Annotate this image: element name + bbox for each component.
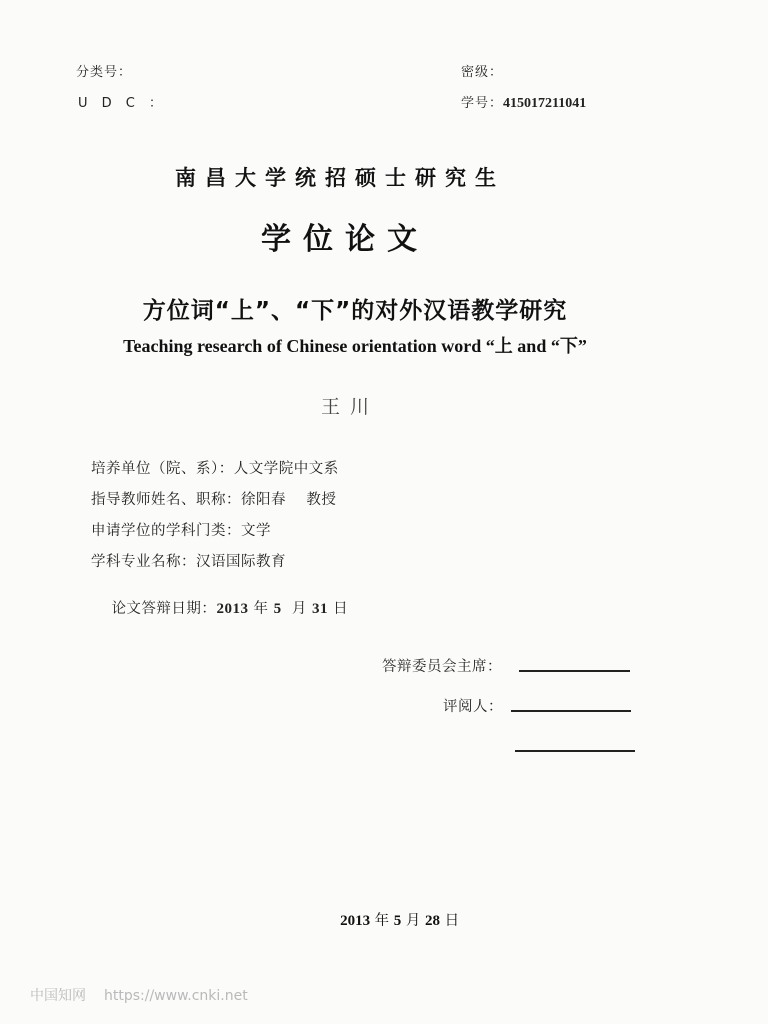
watermark-url: https://www.cnki.net xyxy=(104,988,248,1004)
udc-label: U D C ： xyxy=(78,96,167,111)
reviewer-signature-line-2 xyxy=(515,750,635,752)
defense-day-unit: 日 xyxy=(327,601,349,617)
info-row-category xyxy=(91,519,348,550)
defense-day: 31 xyxy=(311,601,328,617)
defense-month-unit: 月 xyxy=(281,601,312,617)
submission-date xyxy=(0,893,768,930)
defense-year-unit: 年 xyxy=(248,601,274,617)
student-number-label: 学号： xyxy=(461,96,504,111)
unit-label: 培养单位（院、系）： xyxy=(91,461,234,477)
category-value: 文学 xyxy=(241,523,271,539)
defense-month: 5 xyxy=(273,601,282,617)
major-label: 学科专业名称： xyxy=(91,554,196,570)
secret-level-label: 密级： xyxy=(461,65,504,80)
defense-date-label: 论文答辩日期： xyxy=(111,601,217,617)
committee-chair-signature-line xyxy=(519,670,630,672)
author-name: 王川 xyxy=(320,396,379,418)
info-row-major xyxy=(91,550,348,581)
advisor-value: 徐阳春 教授 xyxy=(241,492,337,508)
reviewer-label: 评阅人： xyxy=(443,699,503,715)
info-row-defense-date xyxy=(91,581,349,617)
submission-year: 2013 xyxy=(340,913,371,929)
submission-day: 28 xyxy=(425,913,441,929)
submission-month: 5 xyxy=(393,913,402,929)
thesis-info-list xyxy=(91,457,349,617)
category-label: 申请学位的学科门类： xyxy=(91,523,241,539)
submission-year-unit: 年 xyxy=(370,913,394,929)
info-row-advisor xyxy=(91,488,348,519)
cnki-watermark xyxy=(30,985,266,1005)
watermark-site-name: 中国知网 xyxy=(30,988,86,1004)
info-row-unit xyxy=(91,457,348,488)
submission-month-unit: 月 xyxy=(401,913,426,929)
submission-day-unit: 日 xyxy=(440,913,460,929)
reviewer-signature-line-1 xyxy=(511,710,631,712)
thesis-title-cn: 方位词“上”、“下”的对外汉语教学研究 xyxy=(142,298,568,324)
degree-title: 学位论文 xyxy=(261,222,429,257)
university-line: 南昌大学统招硕士研究生 xyxy=(175,166,505,190)
committee-chair-label: 答辩委员会主席： xyxy=(382,659,502,675)
advisor-label: 指导教师姓名、职称： xyxy=(91,492,241,508)
student-number xyxy=(461,92,586,112)
thesis-title-en: Teaching research of Chinese orientation word “上 and “下” xyxy=(123,336,587,356)
student-number-value: 415017211041 xyxy=(503,96,587,111)
defense-year: 2013 xyxy=(216,601,249,617)
unit-value: 人文学院中文系 xyxy=(233,461,339,477)
classification-label: 分类号： xyxy=(76,65,133,80)
major-value: 汉语国际教育 xyxy=(196,554,286,570)
